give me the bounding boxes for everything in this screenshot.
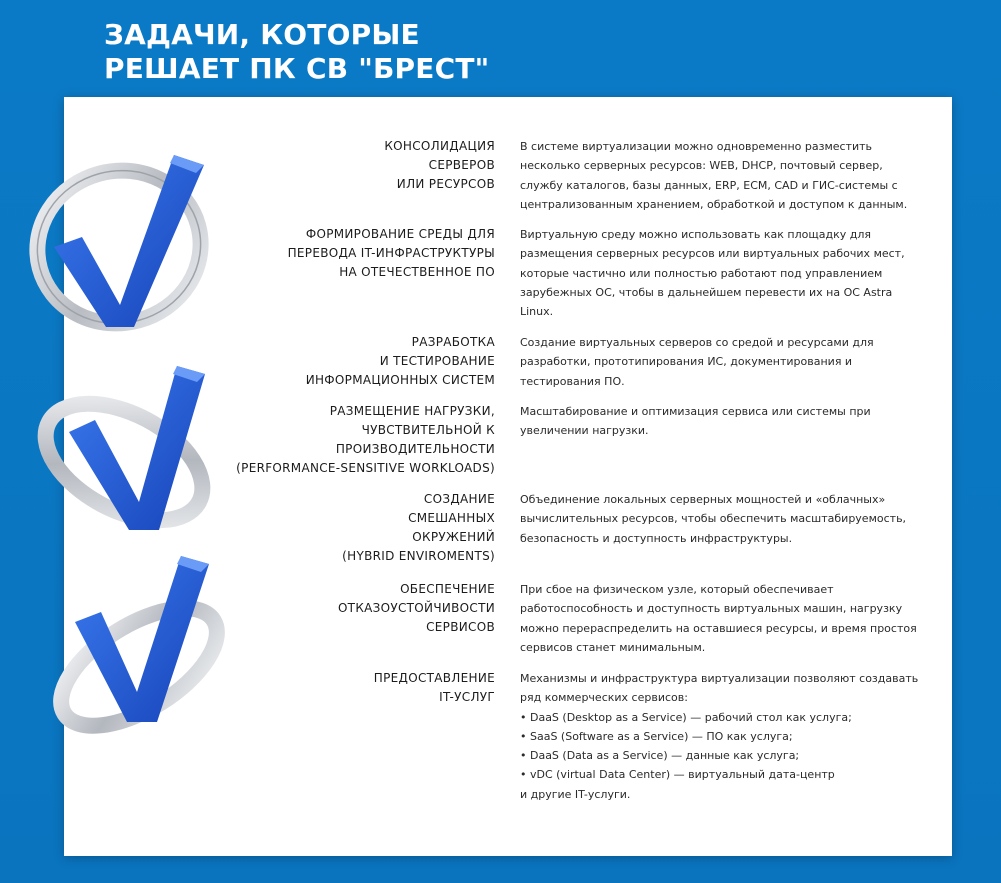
page-title-line-1: ЗАДАЧИ, КОТОРЫЕ (104, 18, 420, 51)
task-description: Объединение локальных серверных мощностей и «облачных» вычислительных ресурсов, чтобы обеспечить масштабируемость, безопасность и доступность инфраструктуры. (520, 493, 907, 545)
task-description: Механизмы и инфраструктура виртуализации позволяют создавать ряд коммерческих сервисов: • DaaS (Desktop as a Service) — рабочий стол как услуга; • SaaS (Software as a Service) — ПО как услуга; • DaaS (Data as a Service) — данные как услуга; • vDC (virtual Data Center) — виртуальный дата-центр и другие IT-услуги. (520, 672, 919, 801)
task-title: ПРЕДОСТАВЛЕНИЕ IT-УСЛУГ (373, 671, 495, 704)
task-title: СОЗДАНИЕ СМЕШАННЫХ ОКРУЖЕНИЙ (HYBRID ENVIROMENTS) (342, 492, 495, 563)
checkmark-ring-icon (39, 552, 229, 742)
task-description: Виртуальную среду можно использовать как площадку для размещения серверных ресурсов или виртуальных рабочих мест, которые частично или полностью работают под управлением зарубежных ОС, чтобы в дальнейшем перевести их на ОС Astra Linux. (520, 228, 905, 319)
task-description: Масштабирование и оптимизация сервиса или системы при увеличении нагрузки. (520, 405, 871, 438)
checkmark-ring-icon (29, 362, 219, 542)
task-title: ОБЕСПЕЧЕНИЕ ОТКАЗОУСТОЙЧИВОСТИ СЕРВИСОВ (337, 582, 495, 634)
task-description: В системе виртуализации можно одновременно разместить несколько серверных ресурсов: WEB, DHCP, почтовый сервер, службу каталогов, базы данных, ERP, ECM, CAD и ГИС-системы с централизованным хранением, обработкой и доступом к данным. (520, 140, 908, 211)
task-title: ФОРМИРОВАНИЕ СРЕДЫ ДЛЯ ПЕРЕВОДА IT-ИНФРАСТРУКТУРЫ НА ОТЕЧЕСТВЕННОЕ ПО (287, 227, 495, 279)
task-title: РАЗРАБОТКА И ТЕСТИРОВАНИЕ ИНФОРМАЦИОННЫХ СИСТЕМ (305, 335, 495, 387)
checkmark-ring-icon (24, 137, 214, 337)
content-card (64, 97, 952, 856)
page-title (104, 18, 489, 86)
task-title: РАЗМЕЩЕНИЕ НАГРУЗКИ, ЧУВСТВИТЕЛЬНОЙ К ПРОИЗВОДИТЕЛЬНОСТИ (PERFORMANCE-SENSITIVE WORKLOADS) (236, 404, 495, 475)
task-description: При сбое на физическом узле, который обеспечивает работоспособность и доступность виртуальных машин, нагрузку можно перераспределить на оставшиеся ресурсы, и время простоя сервисов станет минимальным. (520, 583, 917, 654)
task-description: Создание виртуальных серверов со средой и ресурсами для разработки, прототипирования ИС, документирования и тестирования ПО. (520, 336, 874, 388)
task-title: КОНСОЛИДАЦИЯ СЕРВЕРОВ ИЛИ РЕСУРСОВ (384, 139, 495, 191)
page-title-line-2: РЕШАЕТ ПК СВ "БРЕСТ" (104, 52, 490, 85)
